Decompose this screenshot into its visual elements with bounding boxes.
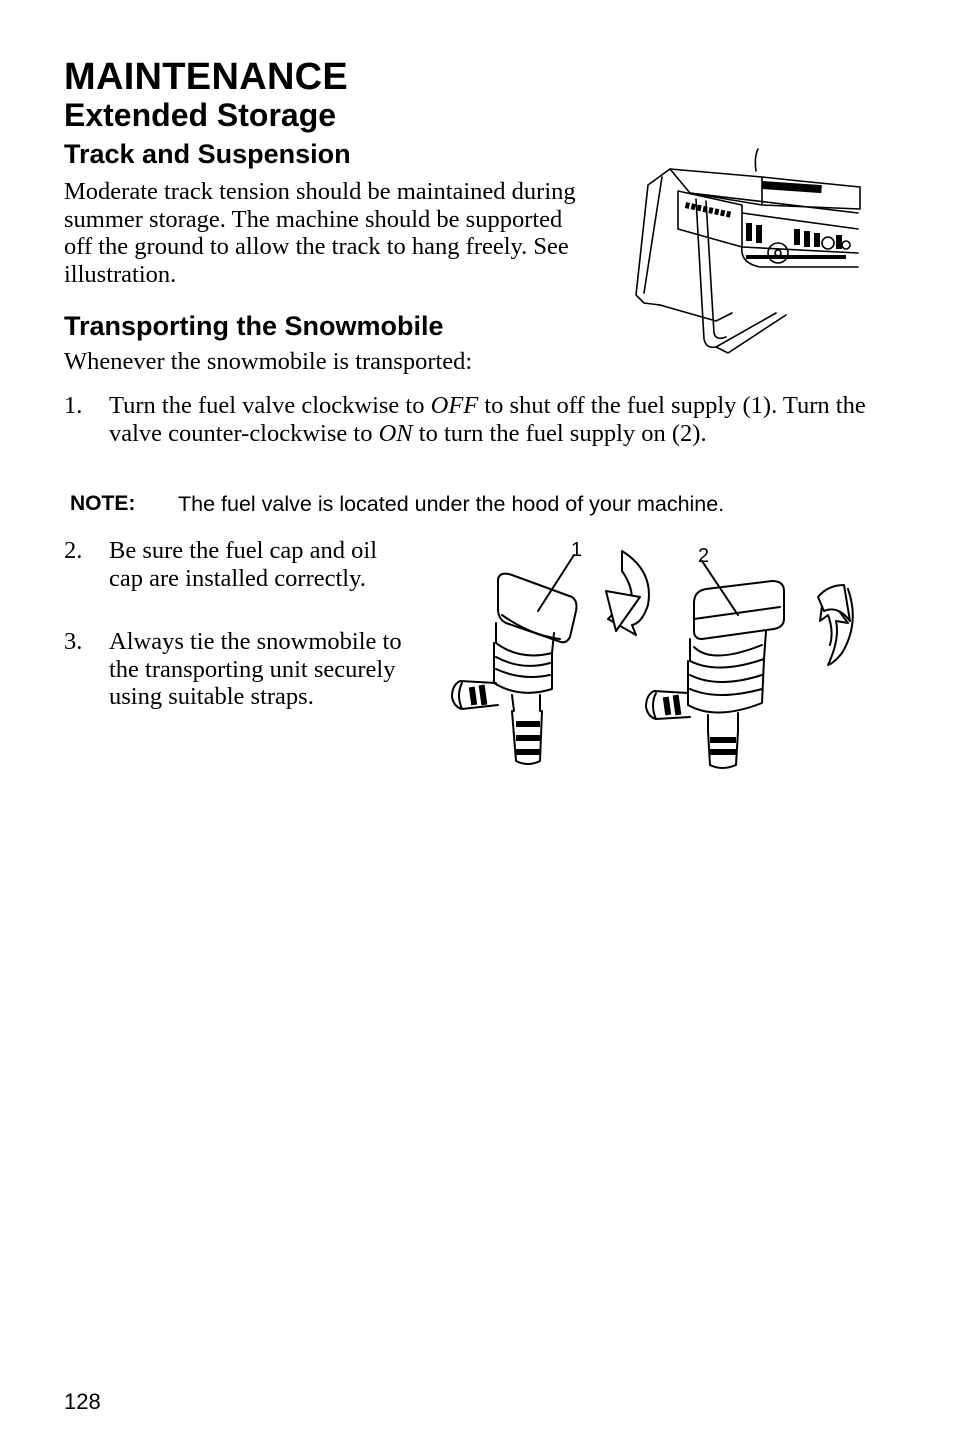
step-number: 3. xyxy=(64,628,83,655)
step-number: 1. xyxy=(64,392,83,419)
transporting-heading: Transporting the Snowmobile xyxy=(64,311,444,341)
note-label: NOTE: xyxy=(70,492,136,515)
note-text: The fuel valve is located under the hood of your machine. xyxy=(178,492,725,516)
step-3-text: Always tie the snowmobile to the transporting unit securely using suitable straps. xyxy=(109,628,402,710)
off-label: OFF xyxy=(430,392,479,419)
track-suspension-heading: Track and Suspension xyxy=(64,139,351,169)
step-2-text: Be sure the fuel cap and oil cap are installed correctly. xyxy=(109,537,378,592)
callout-1: 1 xyxy=(571,539,583,561)
step-1-text xyxy=(109,392,879,447)
transporting-intro: Whenever the snowmobile is transported: xyxy=(64,348,473,375)
step-1-text-b: to shut off the fuel supply (1). Turn the valve counter-clockwise to xyxy=(109,392,866,447)
page-number: 128 xyxy=(64,1389,101,1414)
valve-off-drawing xyxy=(452,574,577,764)
on-label: ON xyxy=(378,419,413,447)
step-1-text-a: Turn the fuel valve clockwise to xyxy=(109,392,431,419)
track-suspension-paragraph: Moderate track tension should be maintained during summer storage. The machine should be supported off the ground to allow the track to hang freely. See illustration. xyxy=(64,178,576,288)
step-1-text-c: to turn the fuel supply on (2). xyxy=(412,419,707,447)
snowmobile-on-stand-illustration xyxy=(630,143,865,355)
step-number: 2. xyxy=(64,537,83,564)
section-heading: MAINTENANCE xyxy=(64,56,349,98)
page-title: Extended Storage xyxy=(64,97,337,133)
fuel-valve-illustration xyxy=(440,535,870,775)
callout-2: 2 xyxy=(698,545,710,567)
